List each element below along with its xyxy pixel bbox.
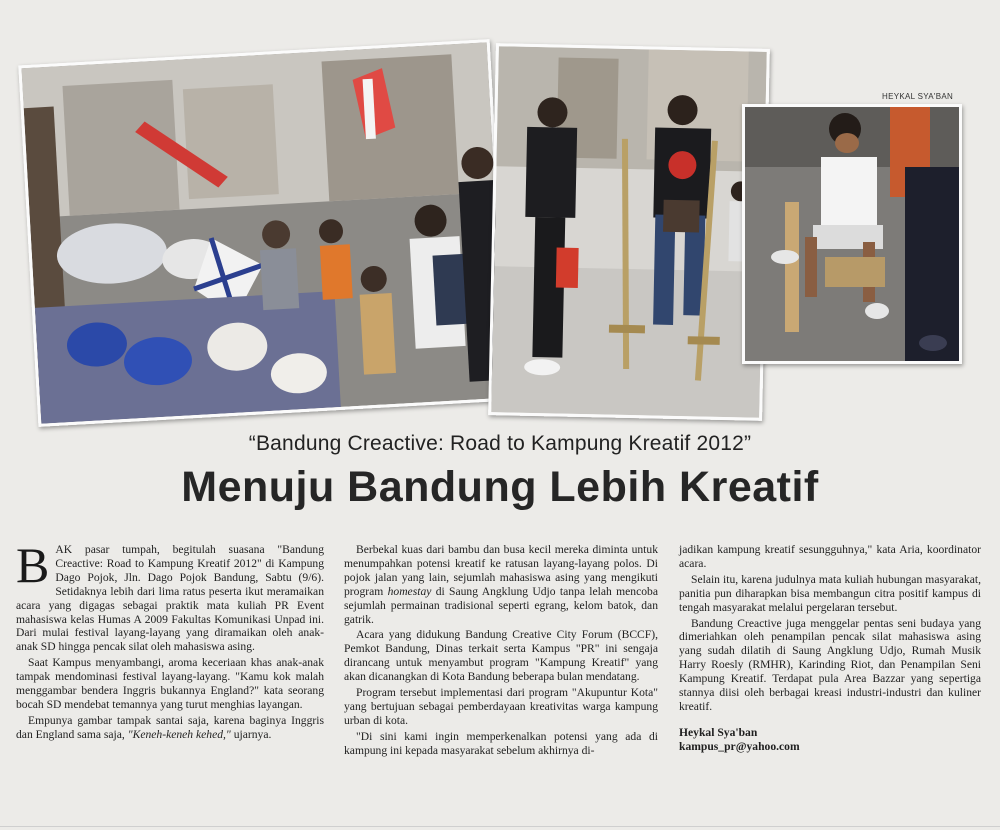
article-kicker: “Bandung Creactive: Road to Kampung Kreatif 2012”	[248, 432, 752, 455]
author-signature	[679, 726, 981, 754]
paragraph-text: AK pasar tumpah, begitulah suasana "Bandung Creactive: Road to Kampung Kreatif 2012" di Kampung Dago Pojok, Jln. Dago Pojok Bandung, Sabtu (9/6). Setidaknya lebih dari lima ratus peserta ikut meramaikan acara yang digagas sebagai praktik mata kuliah PR Event mahasiswa kelas Humas A 2009 Fakultas Komunikasi Unpad ini. Dari mulai festival layang-layang yang diramaikan oleh anak-anak SD hingga pencak silat oleh mahasiswa asing.	[16, 543, 324, 654]
stilts-game-photo	[488, 43, 770, 421]
paragraph-text: Empunya gambar tampak santai saja, karena baginya Inggris dan England sama saja,	[16, 713, 324, 741]
paragraph: "Di sini kami ingin memperkenalkan potensi yang ada di kampung ini kepada masyarakat sebelum akhirnya di-	[344, 729, 658, 757]
sundanese-quote: "Keneh-keneh kehed,"	[127, 727, 231, 741]
article-column-2	[344, 543, 658, 760]
paragraph: Program tersebut implementasi dari program "Akupuntur Kota" yang bertujuan sebagai pemberdayaan kreativitas warga kampung urban di kota.	[344, 686, 658, 727]
page-bottom-rule	[0, 826, 1000, 827]
stilts-illustration	[491, 46, 767, 418]
paragraph-text: ujarnya.	[230, 727, 272, 741]
kite-festival-photo	[18, 39, 509, 427]
author-name: Heykal Sya'ban	[679, 725, 758, 739]
italic-term: homestay	[387, 584, 432, 598]
paragraph: jadikan kampung kreatif sesungguhnya," kata Aria, koordinator acara.	[679, 543, 981, 570]
article-headline: Menuju Bandung Lebih Kreatif	[181, 463, 819, 511]
kelom-batok-photo	[742, 104, 962, 364]
paragraph-text: Berbekal kuas dari bambu dan busa kecil mereka diminta untuk menumpahkan potensi kreatif ke ratusan layang-layang polos. Di pojok jalan yang lain, sejumlah mahasiswa asing yang mengikuti program	[344, 543, 658, 598]
article-column-1	[16, 537, 324, 744]
paragraph: Acara yang didukung Bandung Creative City Forum (BCCF), Pemkot Bandung, Dinas terkait serta Kampus "PR" ini sengaja dirancang untuk menyambut program "Kampung Kreatif" yang akan dicanangkan di Kota Bandung beberapa bulan mendatang.	[344, 628, 658, 684]
paragraph: Selain itu, karena judulnya mata kuliah hubungan masyarakat, panitia pun diharapkan bisa membangun citra positif kampus di tengah masyarakat melalui pergelaran tersebut.	[679, 572, 981, 614]
coconut-shell-game-illustration	[745, 107, 959, 361]
paragraph-text: di Saung Angklung Udjo tanpa lelah mencoba sejumlah permainan tradisional seperti egrang, kelom batok, dan gatrik.	[344, 584, 658, 626]
drop-cap: B	[16, 537, 50, 593]
paragraph	[16, 714, 324, 742]
article-column-3	[679, 543, 981, 754]
kite-festival-illustration	[21, 42, 506, 423]
author-email: kampus_pr@yahoo.com	[679, 739, 800, 753]
paragraph: Saat Kampus menyambangi, aroma keceriaan khas anak-anak tampak mendominasi festival layang-layang. "Kamu kok malah menggambar bendera Inggris bukannya England?" kata seorang bocah SD mendebat temannya yang turut menghias layangan.	[16, 656, 324, 711]
paragraph	[344, 543, 658, 626]
paragraph	[16, 537, 324, 654]
photo-credit: HEYKAL SYA'BAN	[882, 92, 954, 101]
paragraph: Bandung Creactive juga menggelar pentas seni budaya yang dimeriahkan oleh penampilan pencak silat mahasiswa asing yang sudah dilatih di Saung Angklung Udjo, Rumah Musik Harry Roesly (RMHR), Karinding Riot, dan Penampilan Seni Kampung Kreatif. Terdapat pula Area Bazzar yang sepertiga stannya diisi oleh berbagai kreasi industri-industri dan kuliner kreatif.	[679, 616, 981, 713]
